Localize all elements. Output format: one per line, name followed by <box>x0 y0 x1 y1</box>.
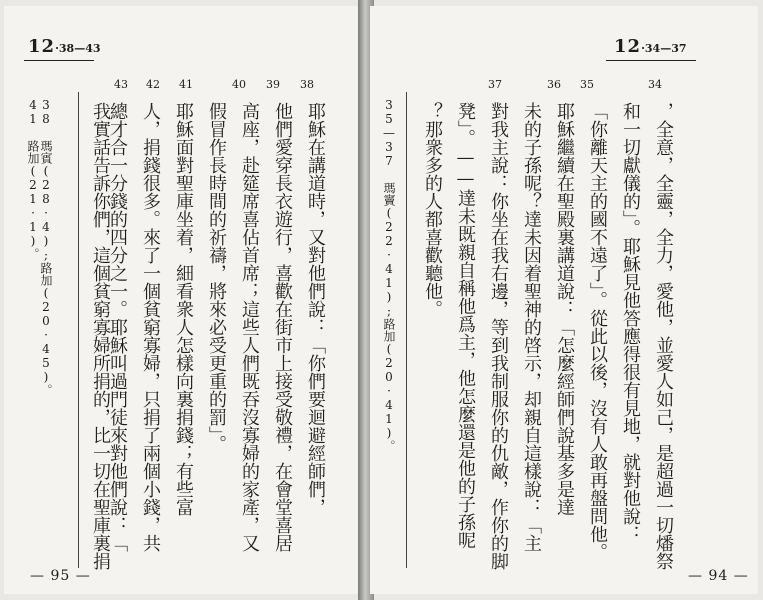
right-page-number: — 94 — <box>688 568 749 584</box>
left-page <box>4 6 362 594</box>
verse-number: 43 <box>114 78 128 91</box>
right-verse-range: ·34—37 <box>641 42 687 55</box>
text-column: 人，捐錢很多。來了一個貧窮寡婦，只捐了兩個小錢，共 <box>140 102 161 552</box>
left-page-number: — 95 — <box>30 568 91 584</box>
text-column: 未的子孫呢？達未因着聖神的啓示，却親自這樣說：「主 <box>521 102 542 552</box>
left-ref-1: 41 路加(21·1)。 <box>26 98 40 260</box>
left-verse-range: ·38—43 <box>55 42 101 55</box>
text-column: 我實話告訴你們，這個貧窮寡婦所捐的，比一切在聖庫裏捐 <box>90 102 111 570</box>
right-ref-0: 35—37 瑪竇(22·41);路加(20·41)。 <box>382 98 396 452</box>
right-page-header <box>614 36 687 57</box>
verse-number: 41 <box>179 78 193 91</box>
right-ref-divider <box>406 92 407 568</box>
text-column: 對我主說：你坐在我右邊，等到我制服你的仇敵，作你的脚 <box>488 102 509 570</box>
verse-number: 42 <box>146 78 160 91</box>
verse-number: 36 <box>547 78 561 91</box>
text-column: 總才合一分錢的四分之一。耶穌叫過門徒來對他們說：「 <box>107 102 128 552</box>
text-column: 耶穌繼續在聖殿裏講道說：「怎麼經師們說基多是達 <box>554 102 575 516</box>
text-column: ？那衆多的人都喜歡聽他。 <box>422 102 443 318</box>
left-chapter: 12 <box>28 36 56 57</box>
text-column: 「你離天主的國不遠了」。從此以後，沒有人敢再盤問他。 <box>587 102 608 561</box>
left-cross-references <box>26 98 52 396</box>
verse-number: 34 <box>648 78 662 91</box>
text-column: 耶穌面對聖庫坐着，細看衆人怎樣向裏捐錢；有些富 <box>173 102 194 516</box>
verse-number: 39 <box>266 78 280 91</box>
text-column: 假冒作長時間的祈禱，將來必受更重的罰」。 <box>206 102 227 453</box>
right-header-rule <box>606 60 696 61</box>
left-page-header <box>28 36 101 57</box>
text-column: 他們愛穿長衣遊行，喜歡在街市上接受敬禮，在會堂喜居 <box>272 102 293 552</box>
text-column: ，全意，全靈，全力，愛他，並愛人如己，是超過一切燔祭 <box>653 102 674 570</box>
right-cross-references <box>382 98 395 452</box>
text-column: 凳」。——達未既親自稱他爲主，他怎麼還是他的子孫呢 <box>455 102 476 549</box>
verse-number: 40 <box>232 78 246 91</box>
right-chapter: 12 <box>614 36 642 57</box>
verse-number: 37 <box>488 78 502 91</box>
verse-number: 35 <box>580 78 594 91</box>
text-column: 耶穌在講道時，又對他們說：「你們要迴避經師們， <box>305 102 326 516</box>
verse-number: 38 <box>300 78 314 91</box>
text-column: 高座，赴筵席喜佔首席；這些人們既吞沒寡婦的家產，又 <box>239 102 260 552</box>
left-ref-0: 38 瑪賓(28·4);路加(20·45)。 <box>39 98 53 396</box>
left-header-rule <box>24 60 94 61</box>
text-column: 和一切獻儀的」。耶穌見他答應得很有見地，就對他說： <box>620 102 641 543</box>
left-ref-divider <box>78 92 79 568</box>
right-page <box>370 6 758 594</box>
